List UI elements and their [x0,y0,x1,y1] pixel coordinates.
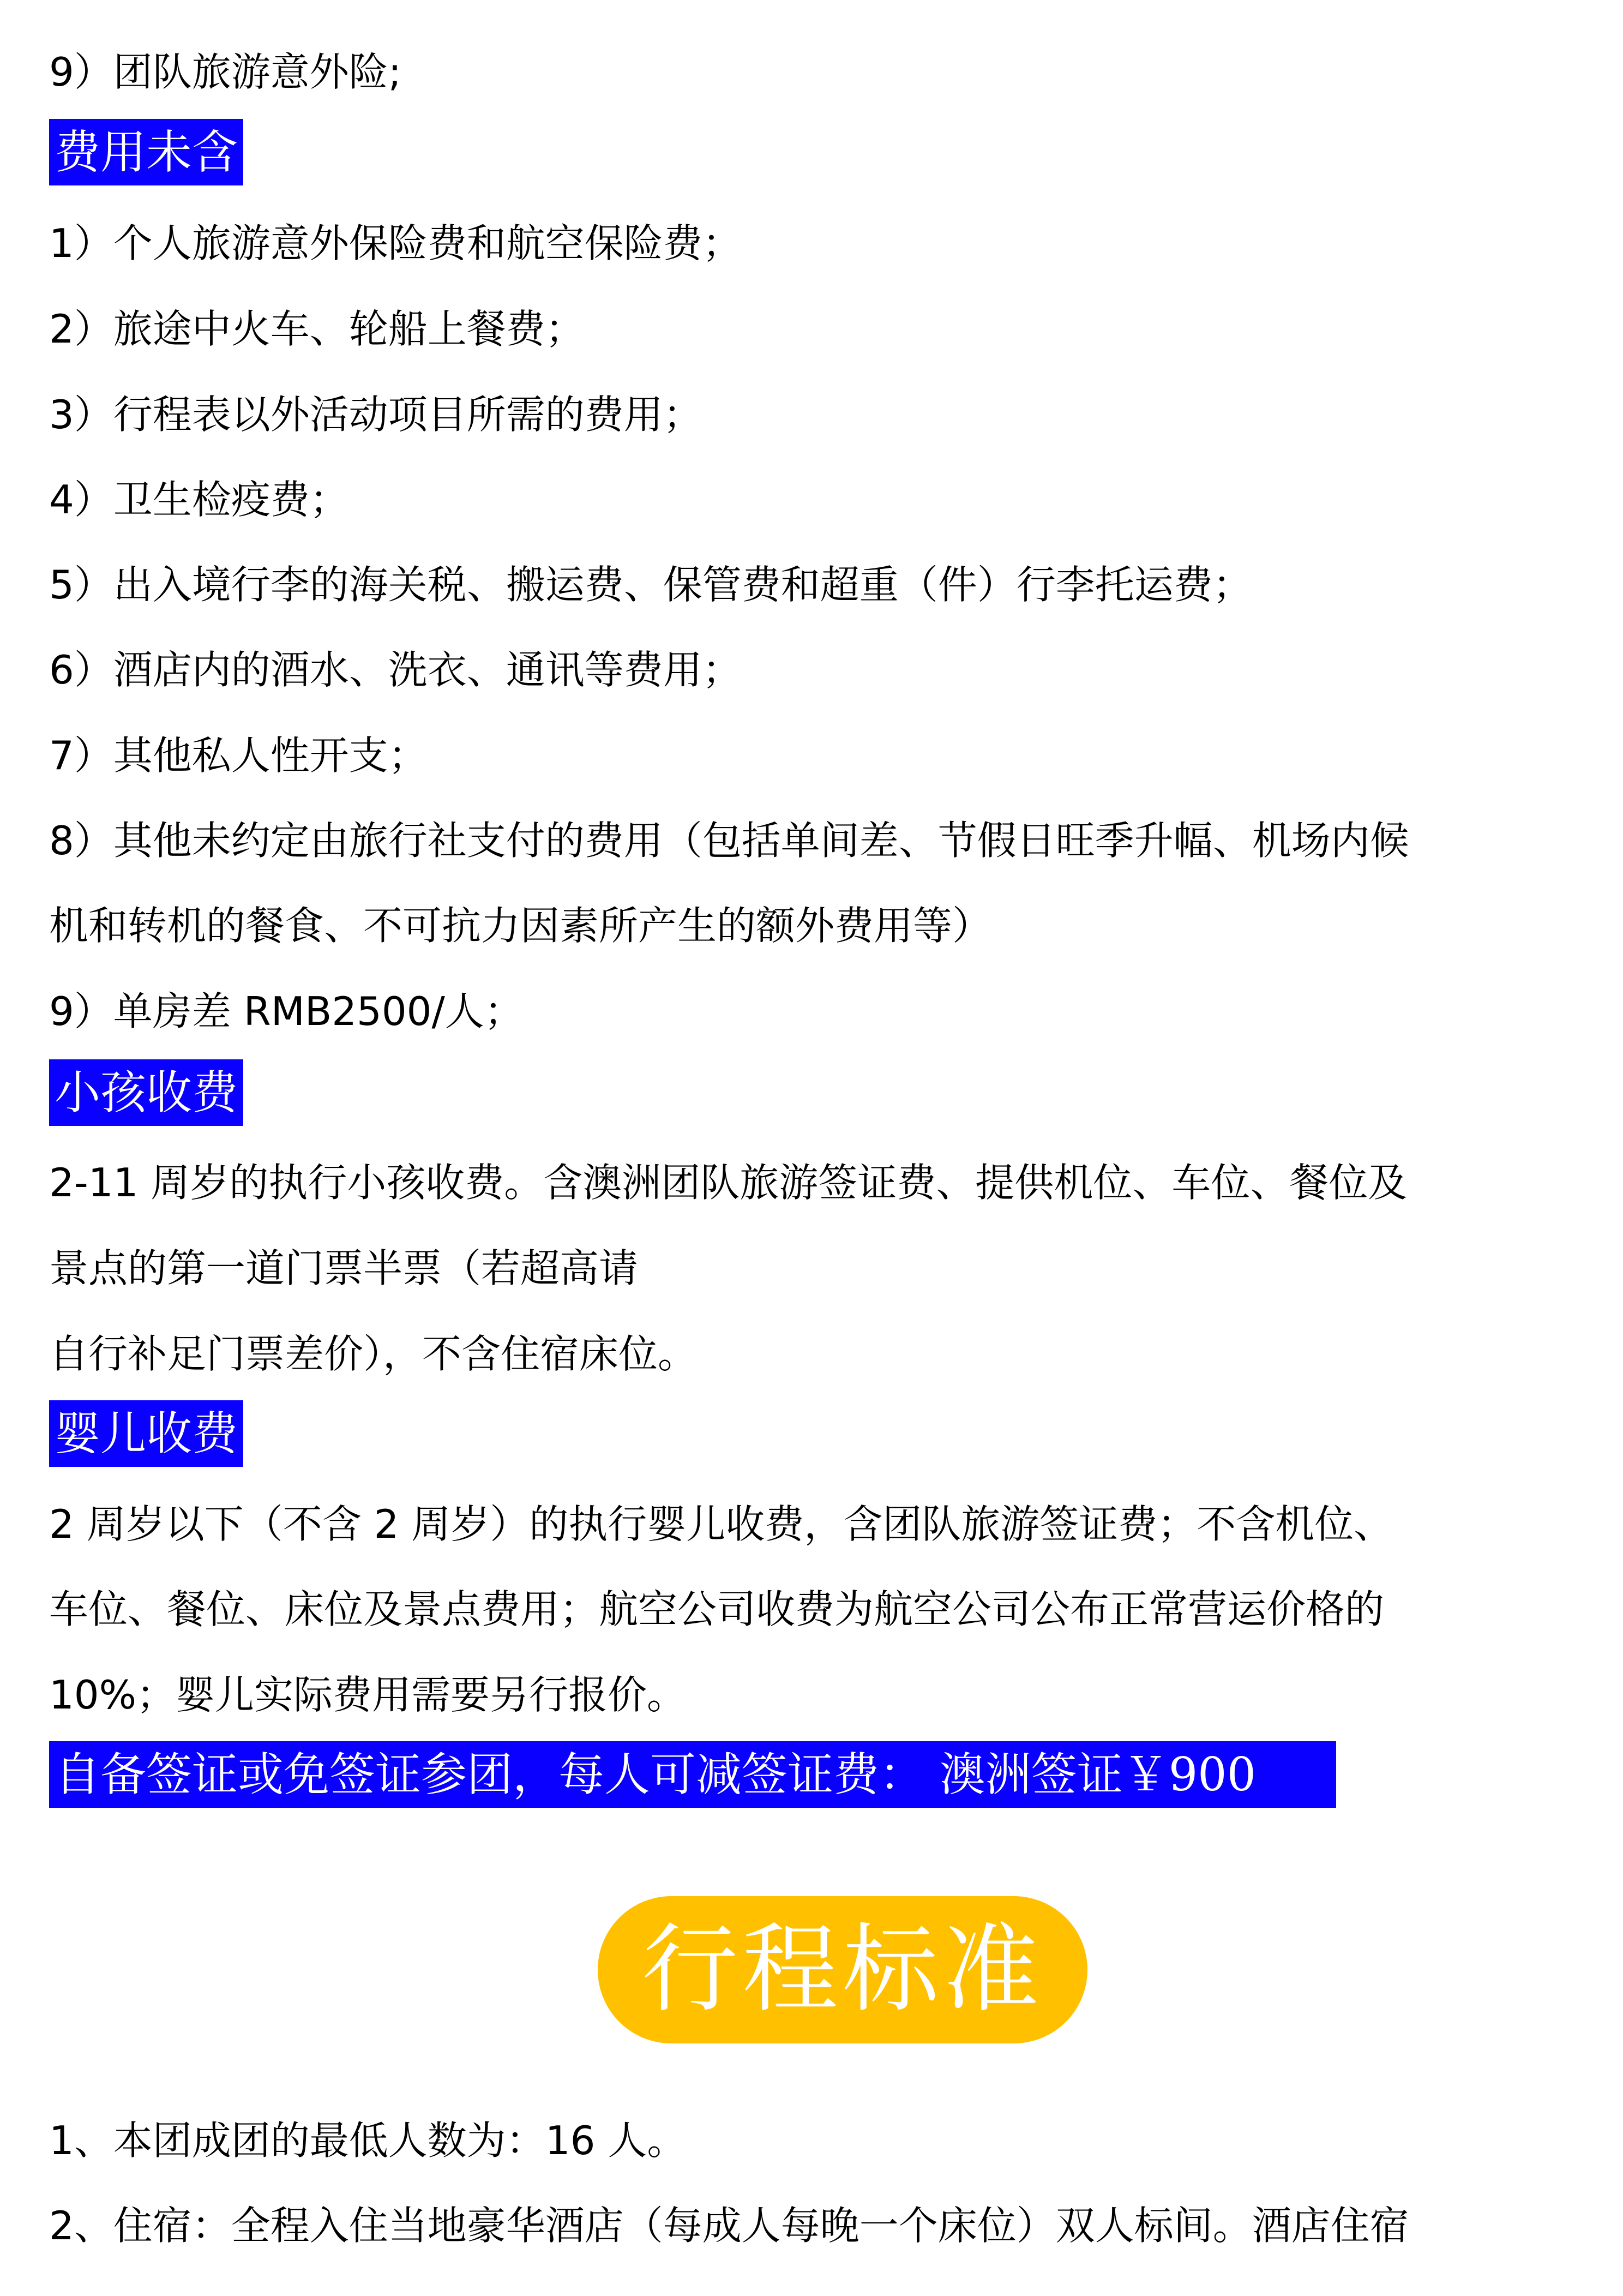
standards-line: 1、本团成团的最低人数为：16 人。 [49,2118,687,2163]
child-fee-heading: 小孩收费 [49,1059,243,1126]
itinerary-standards-title: 行程标准 [598,1896,1087,2043]
included-item-9: 9）团队旅游意外险; [49,49,402,95]
excluded-item: 6）酒店内的酒水、洗衣、通讯等费用； [49,647,742,693]
excluded-item: 3）行程表以外活动项目所需的费用； [49,392,702,437]
child-fee-line: 景点的第一道门票半票（若超高请 [49,1245,639,1291]
child-fee-line: 自行补足门票差价），不含住宿床位。 [49,1331,698,1377]
child-fee-line: 2-11 周岁的执行小孩收费。含澳洲团队旅游签证费、提供机位、车位、餐位及 [49,1160,1408,1206]
infant-fee-line: 2 周岁以下（不含 2 周岁）的执行婴儿收费，含团队旅游签证费；不含机位、 [49,1501,1393,1547]
excluded-item: 2）旅途中火车、轮船上餐费； [49,306,585,352]
excluded-item: 7）其他私人性开支； [49,733,428,778]
excluded-item: 1）个人旅游意外保险费和航空保险费； [49,220,742,266]
excluded-item: 5）出入境行李的海关税、搬运费、保管费和超重（件）行李托运费； [49,562,1252,608]
visa-deduction-note: 自备签证或免签证参团，每人可减签证费： 澳洲签证￥900 [49,1741,1336,1808]
infant-fee-line: 车位、餐位、床位及景点费用；航空公司收费为航空公司公布正常营运价格的 [49,1586,1385,1632]
excluded-item: 4）卫生检疫费； [49,477,349,523]
excluded-heading: 费用未含 [49,119,243,185]
standards-line: 2、住宿：全程入住当地豪华酒店（每成人每晚一个床位）双人标间。酒店住宿 [49,2203,1409,2249]
excluded-item: 8）其他未约定由旅行社支付的费用（包括单间差、节假日旺季升幅、机场内候 [49,818,1409,864]
excluded-item: 9）单房差 RMB2500/人； [49,988,524,1034]
infant-fee-line: 10%；婴儿实际费用需要另行报价。 [49,1672,687,1718]
infant-fee-heading: 婴儿收费 [49,1400,243,1467]
excluded-item: 机和转机的餐食、不可抗力因素所产生的额外费用等） [49,903,992,949]
